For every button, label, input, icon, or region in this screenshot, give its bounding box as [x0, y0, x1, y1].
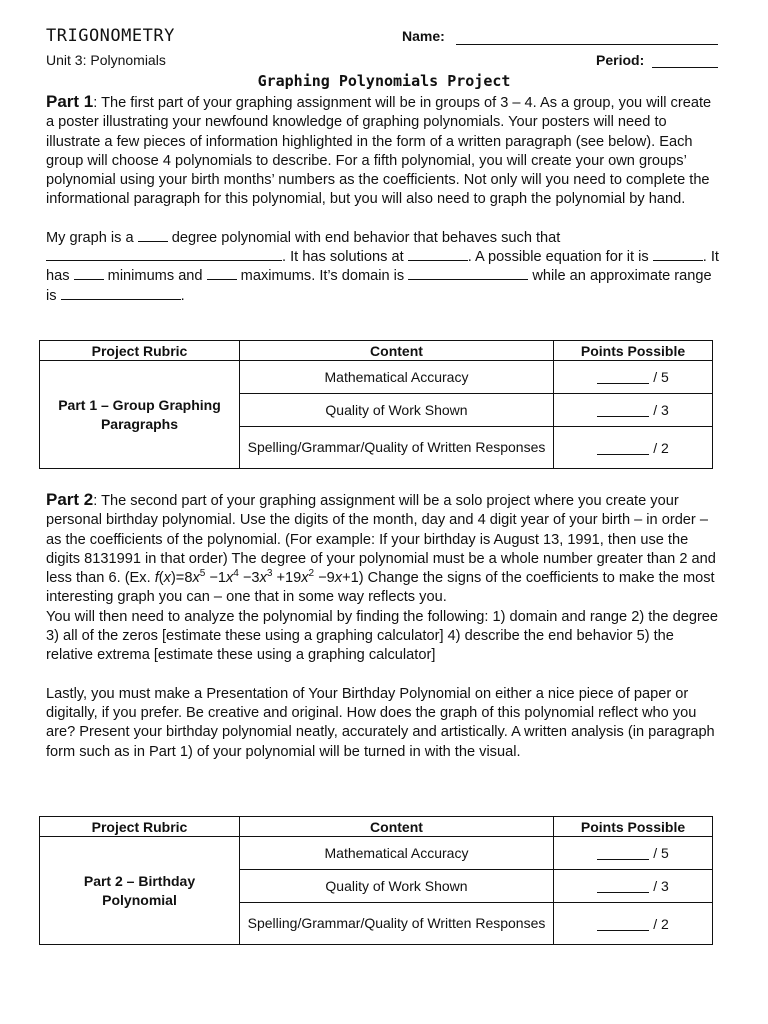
part1-label: Part 1	[46, 92, 94, 111]
name-label: Name:	[402, 28, 445, 44]
rubric-points-cell[interactable]: / 3	[554, 870, 713, 903]
part1-text: : The first part of your graphing assignment will be in groups of 3 – 4. As a group, you will create a poster illustrating your newfound knowledge of graphing polynomials. Your posters will need to illustrate a few pieces of information highlighted in the form of a written paragraph (see below). Each group will choose 4 polynomials to describe. For a fifth polynomial, you will create your own groups’ polynomial using your birth months’ numbers as the coefficients. Not only will you need to complete the informational paragraph for this polynomial, but you will also need to graph the polynomial by hand.	[46, 95, 712, 208]
period-blank[interactable]	[652, 67, 718, 68]
rubric-points-cell[interactable]: / 2	[554, 903, 713, 945]
unit-label: Unit 3: Polynomials	[46, 52, 166, 68]
rubric-points-cell[interactable]: / 3	[554, 394, 713, 427]
paragraph-template	[46, 229, 722, 306]
rubric-points-cell[interactable]: / 5	[554, 361, 713, 394]
rubric-part-cell	[40, 361, 240, 469]
rubric-content-cell: Mathematical Accuracy	[240, 361, 554, 394]
part2-analysis: You will then need to analyze the polynomial by finding the following: 1) domain and range 2) the degree 3) all of the zeros [estimate these using a graphing calculator] 4) describe the end behavior 5) the relative extrema [estimate these using a graphing calculator]	[46, 608, 719, 664]
rubric-points-cell[interactable]: / 2	[554, 427, 713, 469]
header-cell: Points Possible	[554, 341, 713, 361]
template-text: . A possible equation for it is	[467, 249, 649, 266]
part2-label: Part 2	[46, 490, 94, 509]
domain-blank[interactable]	[408, 267, 528, 280]
rubric-table-part1	[39, 340, 713, 469]
rubric-part-title: Part 1 – Group Graphing	[58, 396, 221, 413]
rubric-row	[40, 361, 713, 394]
template-text: .	[180, 287, 185, 304]
header-cell: Project Rubric	[40, 817, 240, 837]
rubric-part-title: Paragraphs	[100, 415, 179, 432]
header-row	[46, 26, 722, 48]
rubric-content-cell: Spelling/Grammar/Quality of Written Responses	[240, 903, 554, 945]
template-text: minimums and	[107, 268, 203, 285]
rubric-row	[40, 837, 713, 870]
rubric-content-cell: Quality of Work Shown	[240, 870, 554, 903]
part2-presentation: Lastly, you must make a Presentation of Your Birthday Polynomial on either a nice piece of paper or digitally, if you prefer. Be creative and original. How does the graph of this polynomial reflect who you are? Present your birthday polynomial neatly, accurately and artistically. A written analysis (in paragraph form such as in Part 1) of your polynomial will be turned in with the visual.	[46, 685, 715, 760]
part2-paragraph	[46, 490, 722, 608]
template-text: My graph is a	[46, 229, 134, 246]
maximums-blank[interactable]	[207, 267, 237, 280]
subheader-row	[46, 50, 722, 70]
course-title: TRIGONOMETRY	[46, 26, 175, 46]
template-text: . It has solutions at	[282, 249, 404, 266]
part2-text: Change the signs of the coefficients to make the most interesting graph you can – one that in some way reflects you.	[46, 570, 715, 606]
minimums-blank[interactable]	[74, 267, 104, 280]
period-label: Period:	[596, 52, 645, 68]
rubric-header-row	[40, 341, 713, 361]
project-title: Graphing Polynomials Project	[257, 72, 511, 90]
example-polynomial: $f(x)=8x^5 -1x^4 -3x^3 +19x^2 -9x+1$)	[154, 568, 364, 587]
part1-paragraph	[46, 92, 722, 210]
rubric-header-row	[40, 817, 713, 837]
degree-blank[interactable]	[138, 229, 168, 242]
rubric-part-title: Part 2 – Birthday	[83, 872, 196, 889]
rubric-part-cell	[40, 837, 240, 945]
template-text: . It has	[46, 249, 719, 285]
worksheet-page	[46, 26, 722, 306]
header-cell: Project Rubric	[40, 341, 240, 361]
rubric-content-cell: Quality of Work Shown	[240, 394, 554, 427]
rubric-part-title: Polynomial	[102, 891, 177, 908]
rubric-content-cell: Spelling/Grammar/Quality of Written Responses	[240, 427, 554, 469]
part2-section	[46, 490, 722, 762]
range-blank[interactable]	[61, 287, 181, 300]
end-behavior-blank[interactable]	[46, 248, 282, 261]
equation-blank[interactable]	[653, 248, 703, 261]
name-blank[interactable]	[456, 44, 718, 45]
template-text: while an approximate range is	[46, 268, 712, 304]
part2-text: : The second part of your graphing assignment will be a solo project where you create your personal birthday polynomial. Use the digits of the month, day and 4 digit year of your birth – in order – as the coefficients of the polynomial. (For example: If your birthday is August 13, 1991, then use the digits 8131991 in that order) The degree of your polynomial must be a whole number greater than 2 and less than 6. (Ex.	[46, 493, 716, 587]
header-cell: Content	[240, 341, 554, 361]
template-text: maximums. It’s domain is	[240, 268, 405, 285]
solutions-blank[interactable]	[408, 248, 468, 261]
rubric-table-part2	[39, 816, 713, 945]
rubric-points-cell[interactable]: / 5	[554, 837, 713, 870]
template-text: degree polynomial with end behavior that behaves such that	[171, 229, 561, 246]
header-cell: Points Possible	[554, 817, 713, 837]
rubric-content-cell: Mathematical Accuracy	[240, 837, 554, 870]
header-cell: Content	[240, 817, 554, 837]
